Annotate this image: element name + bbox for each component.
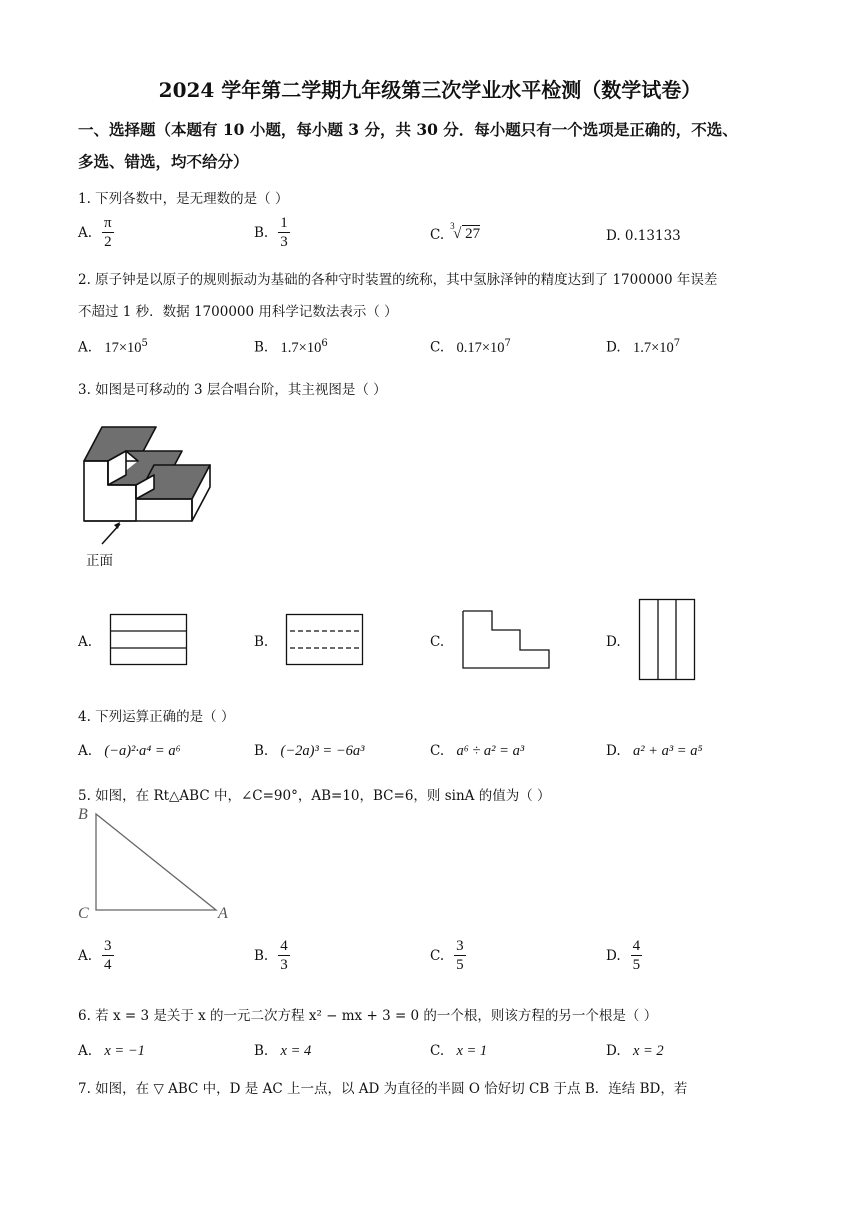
q3-option-a-figure: [110, 614, 188, 666]
q5-b-label: B.: [254, 947, 269, 964]
q5-d-fraction: [631, 937, 643, 974]
section-header-line1: 一、选择题（本题有 10 小题，每小题 3 分，共 30 分．每小题只有一个选项是正确的，不选、: [78, 120, 738, 139]
q2-option-b: [254, 338, 328, 357]
q5-b-numerator: 4: [280, 938, 288, 954]
q2-b-base: 1.7×10: [280, 339, 322, 356]
q4-c-expr: a⁶ ÷ a² = a³: [456, 743, 525, 759]
q4-d-label: D.: [606, 743, 621, 759]
vertex-b-label: B: [78, 806, 88, 823]
q6-c-label: C.: [430, 1043, 445, 1059]
q4-a-expr: (−a)²·a⁴ = a⁶: [104, 743, 181, 759]
q6-option-a: [78, 1043, 145, 1060]
q6-a-label: A.: [78, 1043, 93, 1059]
vertex-c-label: C: [78, 905, 89, 922]
q5-c-numerator: 3: [456, 938, 464, 954]
q6-b-label: B.: [254, 1043, 269, 1059]
q5-option-b: [254, 937, 290, 974]
q6-c-expr: x = 1: [456, 1043, 488, 1059]
q2-c-label: C.: [430, 339, 445, 356]
q1-b-numerator: 1: [280, 215, 288, 231]
q3-option-d-figure: [639, 599, 697, 681]
q2-d-label: D.: [606, 339, 621, 356]
q5-stem: 5. 如图，在 Rt△ABC 中，∠C=90°，AB=10，BC=6，则 sinA 的值为（ ）: [78, 788, 551, 804]
q4-option-b: [254, 743, 364, 760]
q1-a-denominator: 2: [104, 234, 112, 250]
q2-stem-line2: 不超过 1 秒．数据 1700000 用科学记数法表示（ ）: [78, 304, 398, 320]
q1-a-label: A.: [78, 224, 93, 241]
q6-option-c: [430, 1043, 487, 1060]
q4-option-d: [606, 743, 703, 760]
q4-option-c: [430, 743, 524, 760]
q2-c-base: 0.17×10: [456, 339, 505, 356]
q4-stem: 4. 下列运算正确的是（ ）: [78, 709, 235, 725]
vertex-a-label: A: [218, 905, 228, 922]
section-header-line2: 多选、错选，均不给分）: [78, 152, 249, 171]
q5-a-denominator: 4: [104, 957, 112, 973]
q5-b-fraction: [278, 937, 290, 974]
q1-option-c: [430, 221, 481, 243]
q6-stem: 6. 若 x = 3 是关于 x 的一元二次方程 x² − mx + 3 = 0 的一个根，则该方程的另一个根是（ ）: [78, 1008, 658, 1024]
q5-d-denominator: 5: [632, 957, 641, 973]
q1-b-denominator: 3: [280, 234, 288, 250]
q5-d-numerator: 4: [632, 938, 641, 954]
q5-a-label: A.: [78, 947, 93, 964]
q5-a-numerator: 3: [104, 938, 112, 954]
q2-b-exp: 6: [321, 338, 328, 349]
q4-c-label: C.: [430, 743, 445, 759]
q3-b-label: B.: [254, 634, 269, 650]
q5-option-a: [78, 937, 114, 974]
q3-option-b-figure: [286, 614, 364, 666]
q6-option-d: [606, 1043, 664, 1060]
q1-b-label: B.: [254, 224, 269, 241]
q6-a-expr: x = −1: [104, 1043, 145, 1059]
front-arrow: [96, 520, 126, 550]
q1-stem: 1. 下列各数中，是无理数的是（ ）: [78, 191, 289, 207]
q2-c-exp: 7: [504, 338, 511, 349]
q2-a-base: 17×10: [104, 339, 142, 356]
q5-triangle-figure: [96, 814, 226, 914]
q5-a-fraction: [102, 937, 114, 974]
q2-a-exp: 5: [141, 338, 148, 349]
q2-option-d: [606, 338, 680, 357]
q5-b-denominator: 3: [280, 957, 288, 973]
q3-option-c-figure: [462, 610, 552, 670]
q4-d-expr: a² + a³ = a⁵: [632, 743, 703, 759]
q1-c-root-index: 3: [450, 221, 455, 231]
q2-stem-line1: 2. 原子钟是以原子的规则振动为基础的各种守时装置的统称，其中氢脉泽钟的精度达到了 1700000 年误差: [78, 272, 718, 288]
q4-b-expr: (−2a)³ = −6a³: [280, 743, 365, 759]
q6-b-expr: x = 4: [280, 1043, 312, 1059]
q2-d-base: 1.7×10: [632, 339, 674, 356]
q6-option-b: [254, 1043, 311, 1060]
q1-c-label: C.: [430, 226, 445, 243]
q4-a-label: A.: [78, 743, 93, 759]
q1-b-fraction: [278, 214, 290, 251]
q1-a-fraction: [102, 214, 114, 251]
q1-option-d: D. 0.13133: [606, 228, 681, 244]
q5-option-d: [606, 937, 642, 974]
q3-a-label: A.: [78, 634, 93, 650]
page-title: 2024 学年第二学期九年级第三次学业水平检测（数学试卷）: [158, 78, 702, 102]
q5-d-label: D.: [606, 947, 621, 964]
q1-option-a: [78, 214, 114, 251]
q4-b-label: B.: [254, 743, 269, 759]
staircase-figure: [80, 425, 220, 535]
q1-c-radicand: 27: [462, 225, 480, 242]
q2-a-label: A.: [78, 339, 93, 356]
q4-option-a: [78, 743, 181, 760]
q5-c-denominator: 5: [456, 957, 464, 973]
q3-c-label: C.: [430, 634, 445, 650]
q1-a-numerator: π: [104, 215, 112, 231]
q3-stem: 3. 如图是可移动的 3 层合唱台阶，其主视图是（ ）: [78, 382, 387, 398]
front-label: 正面: [86, 553, 113, 569]
q1-c-cube-root: [450, 221, 481, 243]
q6-d-expr: x = 2: [632, 1043, 664, 1059]
q3-d-label: D.: [606, 634, 621, 650]
q5-c-label: C.: [430, 947, 445, 964]
q2-option-c: [430, 338, 511, 357]
q2-b-label: B.: [254, 339, 269, 356]
q6-d-label: D.: [606, 1043, 621, 1059]
q2-d-exp: 7: [673, 338, 681, 349]
q5-c-fraction: [454, 937, 466, 974]
q5-option-c: [430, 937, 466, 974]
q7-stem: 7. 如图，在 ▽ ABC 中，D 是 AC 上一点，以 AD 为直径的半圆 O 恰好切 CB 于点 B．连结 BD，若: [78, 1081, 688, 1097]
q2-option-a: [78, 338, 148, 357]
radical-sign-icon: √: [453, 226, 462, 242]
q1-option-b: [254, 214, 290, 251]
